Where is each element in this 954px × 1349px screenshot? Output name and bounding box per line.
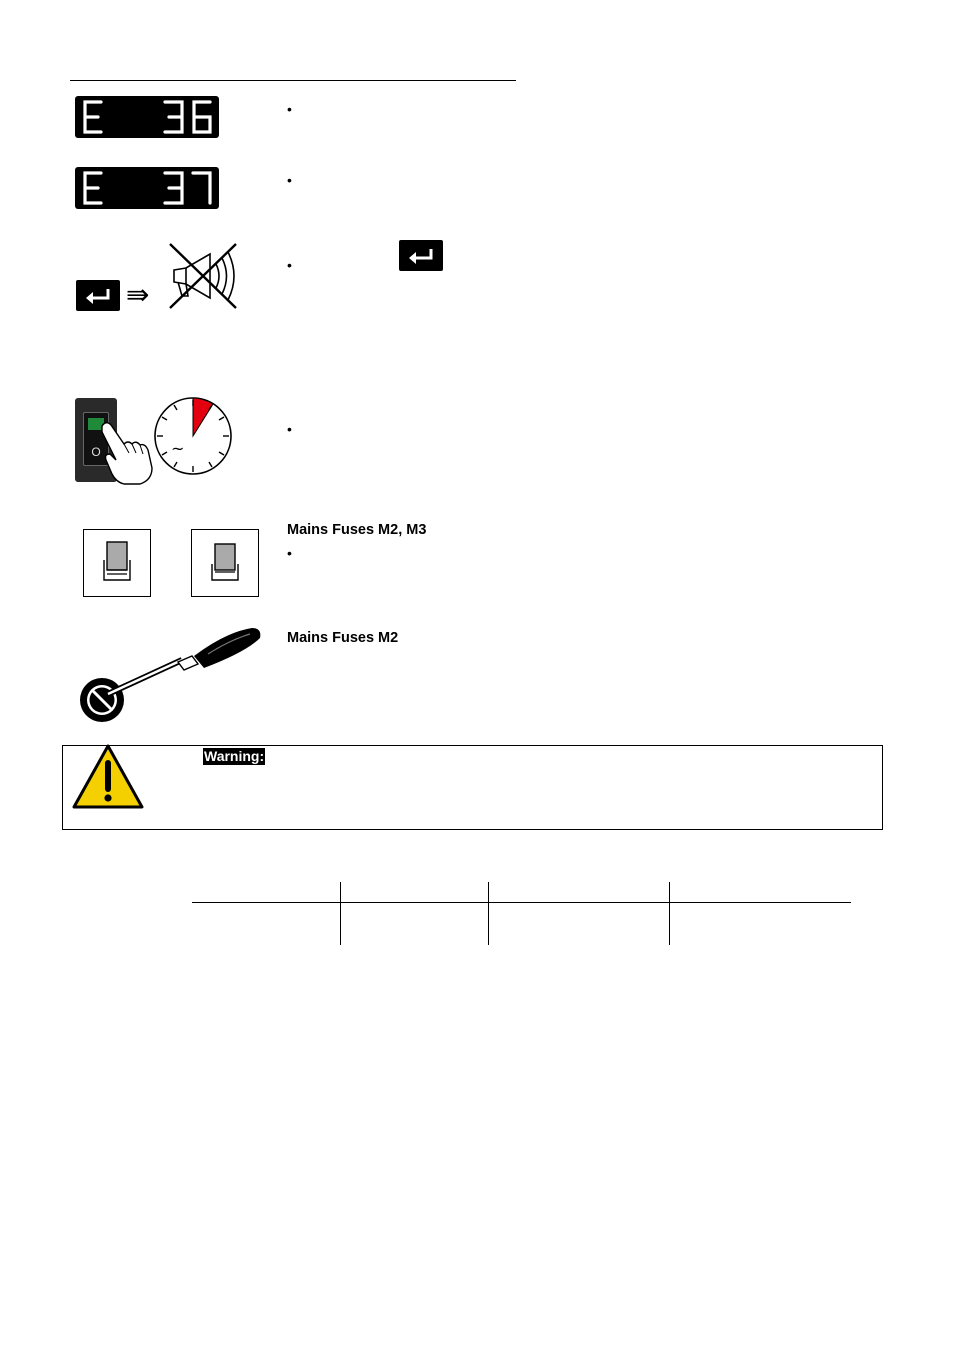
warning-box: [62, 745, 883, 830]
seg-digits-36: [163, 100, 213, 134]
seg-digit-7-icon: [191, 171, 213, 205]
warning-label: Warning:: [204, 748, 265, 764]
dial-symbol: ~: [171, 439, 185, 458]
error-display-e37: [75, 167, 219, 209]
table-column-divider: [669, 882, 670, 945]
fuse-holder-open-icon: [191, 529, 259, 597]
enter-key-icon[interactable]: [76, 280, 120, 311]
section-heading-fuses-m2: Mains Fuses M2: [287, 630, 399, 646]
arrow-icon: ⇛: [126, 278, 150, 311]
enter-key-inline-icon[interactable]: [399, 240, 443, 271]
seg-letter-e-icon: [81, 171, 105, 205]
seg-digit-3-icon: [163, 171, 185, 205]
screwdriver-icon: [78, 626, 262, 724]
switch-off-symbol: O: [91, 445, 101, 459]
seg-digit-3-icon: [163, 100, 185, 134]
timer-dial-icon: [153, 396, 233, 476]
muted-horn-icon: [164, 242, 244, 310]
fuse-holder-icon: [83, 529, 151, 597]
seg-digit-6-icon: [191, 100, 213, 134]
top-rule: [70, 80, 516, 81]
bullet-e36: •: [287, 101, 292, 117]
bullet-e37: •: [287, 172, 292, 188]
table-column-divider: [340, 882, 341, 945]
warning-triangle-icon: [71, 743, 145, 811]
section-heading-fuses-m2-m3: Mains Fuses M2, M3: [287, 522, 427, 538]
bullet-fuses: •: [287, 545, 292, 561]
bullet-switch: •: [287, 421, 292, 437]
seg-digits-37: [163, 171, 213, 205]
error-display-e36: [75, 96, 219, 138]
table-column-divider: [488, 882, 489, 945]
bullet-enter: •: [287, 257, 292, 273]
seg-letter-e-icon: [81, 100, 105, 134]
hand-pointer-icon: [98, 420, 154, 486]
table-header-rule: [192, 902, 851, 903]
